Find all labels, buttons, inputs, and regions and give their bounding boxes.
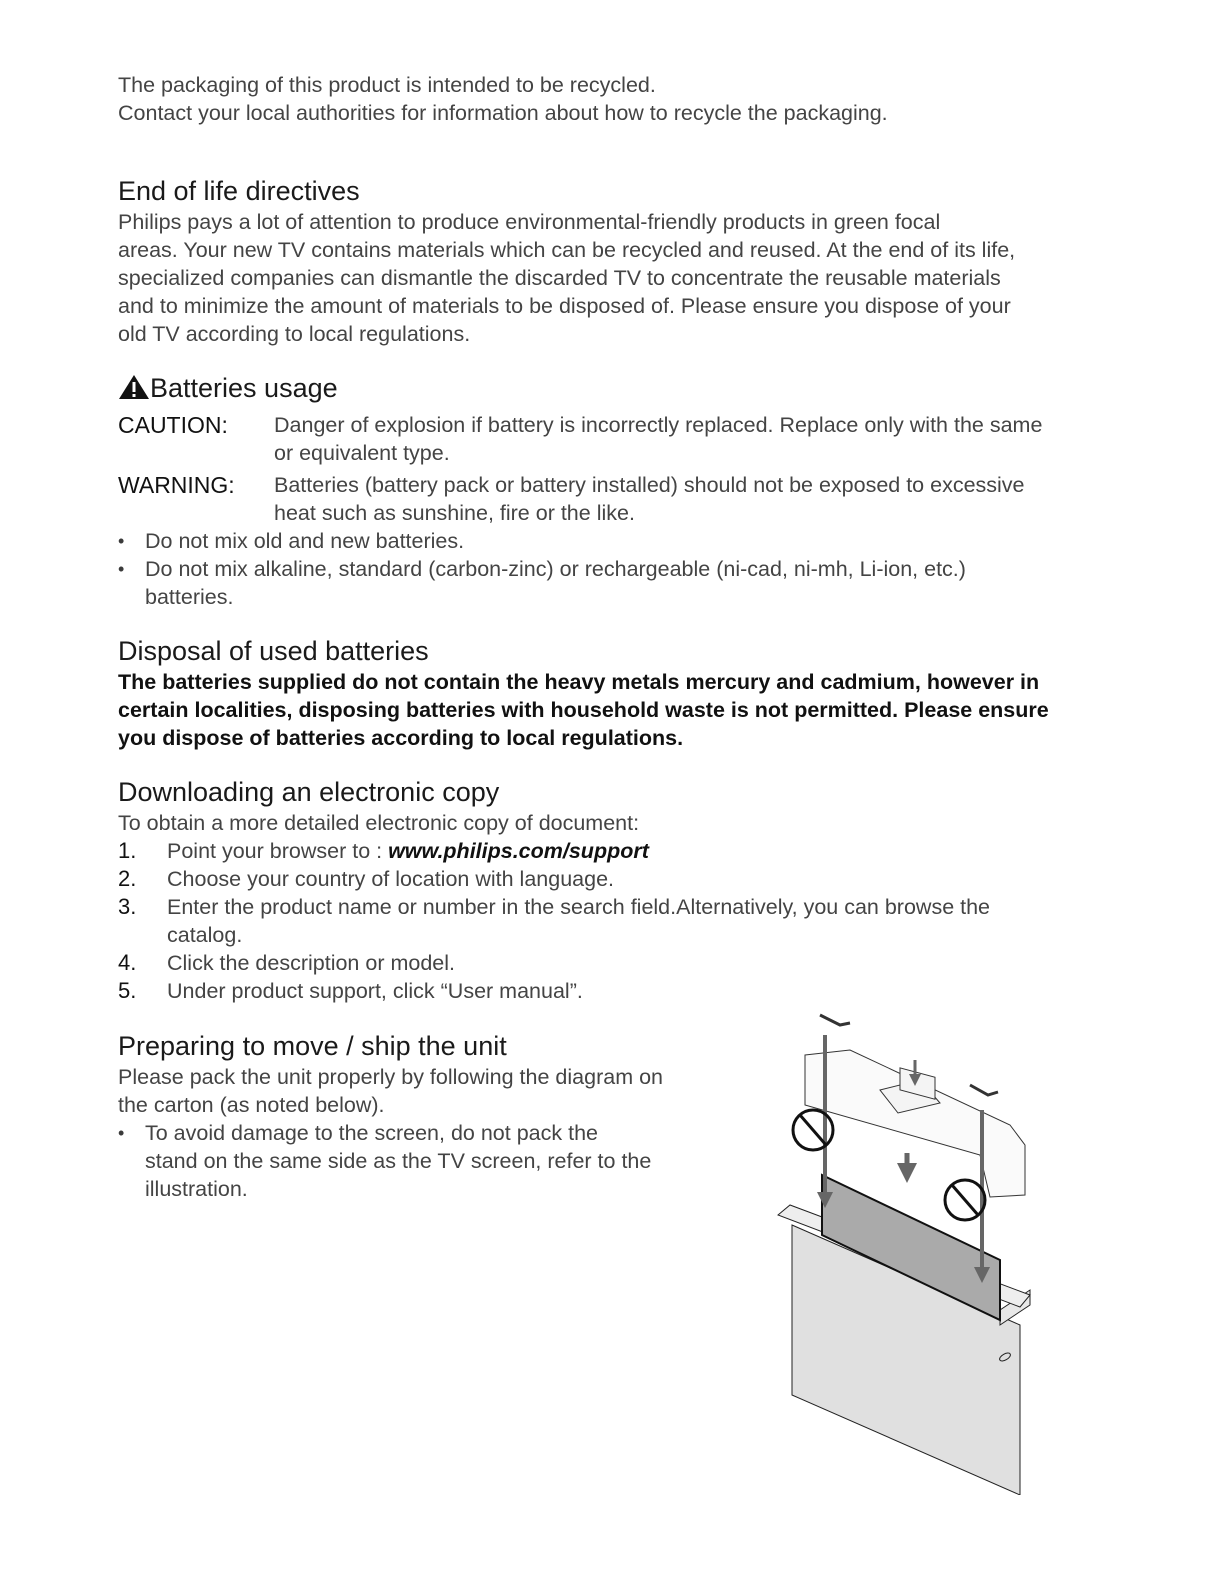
step-text: Under product support, click “User manual”. <box>167 979 583 1003</box>
text-line: The batteries supplied do not contain the heavy metals mercury and cadmium, however in <box>118 670 1040 694</box>
support-link[interactable]: www.philips.com/support <box>388 839 649 863</box>
section-heading <box>118 371 1108 405</box>
batteries-section <box>118 371 1108 611</box>
bullet: • <box>118 531 125 551</box>
text-line: or equivalent type. <box>274 441 450 465</box>
text-line: Please pack the unit properly by following the diagram on <box>118 1065 663 1089</box>
packing-illustration <box>770 995 1040 1495</box>
list-item <box>118 527 1108 555</box>
section-heading: End of life directives <box>118 176 360 206</box>
text-line: The packaging of this product is intended to be recycled. <box>118 73 656 97</box>
text-line: the carton (as noted below). <box>118 1093 385 1117</box>
warning-label: WARNING: <box>118 472 235 498</box>
text-line: Philips pays a lot of attention to produce environmental-friendly products in green focal <box>118 210 941 234</box>
list-item <box>118 555 1108 611</box>
text-line: Contact your local authorities for information about how to recycle the packaging. <box>118 101 888 125</box>
step-number: 5. <box>118 978 137 1003</box>
text-line: Do not mix alkaline, standard (carbon-zinc) or rechargeable (ni-cad, ni-mh, Li-ion, etc.) <box>145 557 966 581</box>
text-line: Danger of explosion if battery is incorrectly replaced. Replace only with the same <box>274 413 1043 437</box>
text-line: illustration. <box>145 1177 248 1201</box>
list-item <box>118 865 990 893</box>
list-item <box>118 949 990 977</box>
caution-label: CAUTION: <box>118 412 228 438</box>
bullet: • <box>118 1123 125 1143</box>
text-line: To obtain a more detailed electronic copy of document: <box>118 811 640 835</box>
text-line: specialized companies can dismantle the discarded TV to concentrate the reusable materials <box>118 266 1001 290</box>
bullet: • <box>118 559 125 579</box>
step-text: catalog. <box>167 923 243 947</box>
section-heading: Disposal of used batteries <box>118 636 429 666</box>
section-heading: Downloading an electronic copy <box>118 777 500 807</box>
text-line: heat such as sunshine, fire or the like. <box>274 501 635 525</box>
step-number: 4. <box>118 950 137 975</box>
end-of-life-section <box>118 174 1015 348</box>
text-line: certain localities, disposing batteries with household waste is not permitted. Please ensure <box>118 698 1049 722</box>
text-line: old TV according to local regulations. <box>118 322 471 346</box>
text-line: areas. Your new TV contains materials which can be recycled and reused. At the end of its life, <box>118 238 1016 262</box>
step-text: Point your browser to : <box>167 839 389 863</box>
text-line: and to minimize the amount of materials to be disposed of. Please ensure you dispose of your <box>118 294 1011 318</box>
text-line: you dispose of batteries according to local regulations. <box>118 726 684 750</box>
list-item <box>118 1119 663 1203</box>
warning-icon <box>118 374 150 400</box>
step-number: 3. <box>118 894 137 919</box>
step-text: Enter the product name or number in the search field.Alternatively, you can browse the <box>167 895 991 919</box>
heading-text: Batteries usage <box>150 373 338 403</box>
step-text: Choose your country of location with language. <box>167 867 614 891</box>
step-text: Click the description or model. <box>167 951 455 975</box>
step-number: 1. <box>118 838 137 863</box>
text-line: stand on the same side as the TV screen, refer to the <box>145 1149 652 1173</box>
text-line: Batteries (battery pack or battery installed) should not be exposed to excessive <box>274 473 1025 497</box>
caution-row <box>118 411 1108 467</box>
disposal-section <box>118 634 1049 752</box>
download-section <box>118 775 990 1005</box>
section-heading: Preparing to move / ship the unit <box>118 1031 507 1061</box>
prohibited-icon <box>945 1180 985 1220</box>
warning-row <box>118 471 1108 527</box>
text-line: batteries. <box>145 585 234 609</box>
text-line: To avoid damage to the screen, do not pack the <box>145 1121 598 1145</box>
list-item <box>118 837 990 865</box>
ship-section <box>118 1029 663 1203</box>
step-number: 2. <box>118 866 137 891</box>
list-item <box>118 893 990 949</box>
text-line: Do not mix old and new batteries. <box>145 529 465 553</box>
packaging-note <box>118 71 888 127</box>
